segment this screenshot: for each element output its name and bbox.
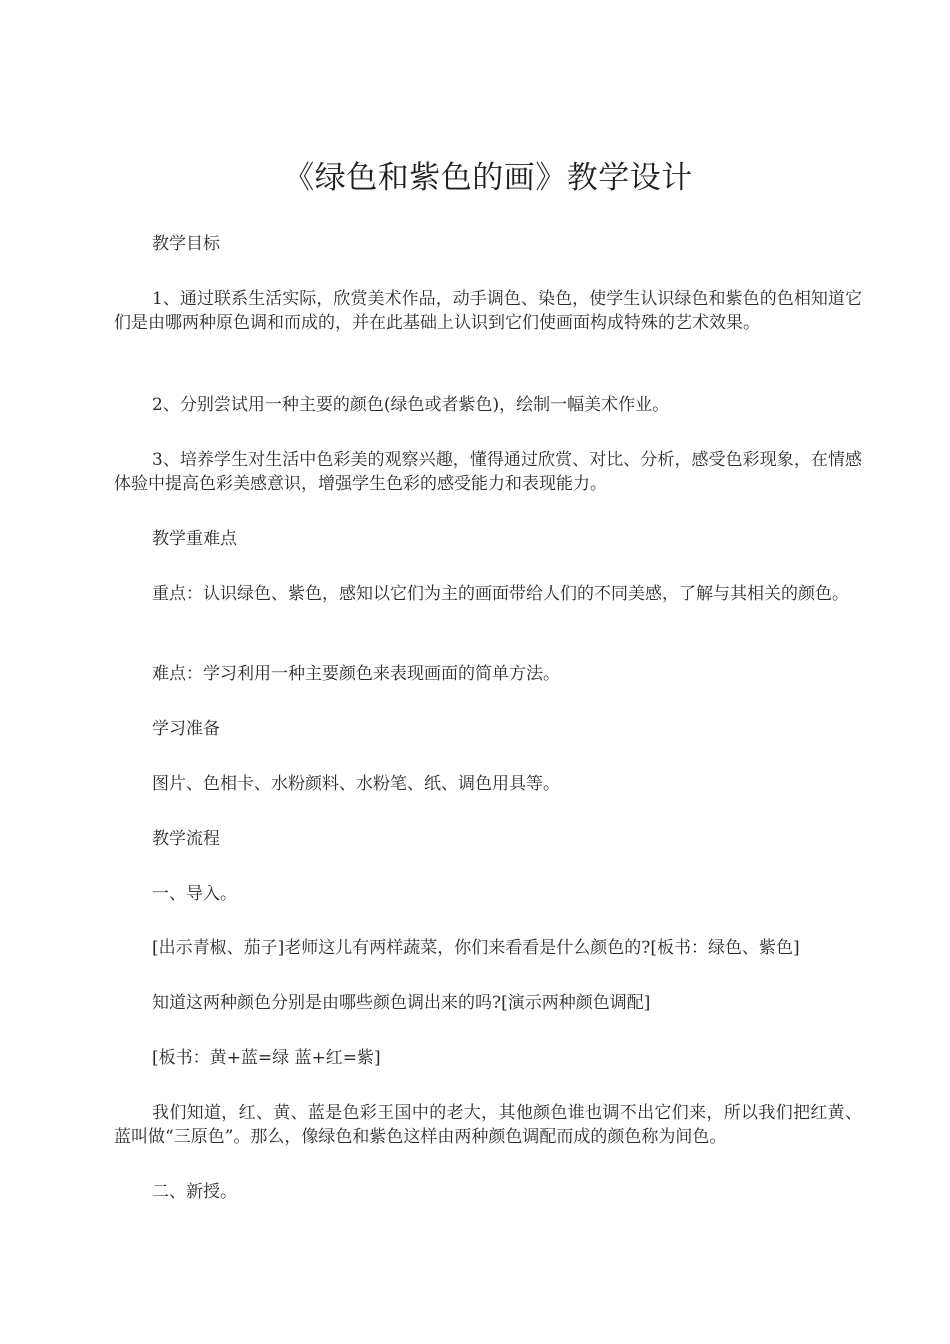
difficult-point: 难点：学习利用一种主要颜色来表现画面的简单方法。 <box>152 664 560 684</box>
goal-2: 2、分别尝试用一种主要的颜色(绿色或者紫色)，绘制一幅美术作业。 <box>152 395 670 415</box>
preparation-materials: 图片、色相卡、水粉颜料、水粉笔、纸、调色用具等。 <box>152 774 560 794</box>
intro-vegetables: [出示青椒、茄子]老师这儿有两样蔬菜，你们来看看是什么颜色的?[板书：绿色、紫色] <box>152 938 800 958</box>
heading-preparation: 学习准备 <box>152 719 220 739</box>
goal-1: 1、通过联系生活实际，欣赏美术作品，动手调色、染色，使学生认识绿色和紫色的色相知道它们是由哪两种原色调和而成的，并在此基础上认识到它们使画面构成特殊的艺术效果。 <box>114 289 862 333</box>
document-title: 《绿色和紫色的画》教学设计 <box>283 160 693 196</box>
board-formula: [板书：黄+蓝=绿 蓝+红=紫] <box>152 1048 381 1068</box>
intro-color-mixing: 知道这两种颜色分别是由哪些颜色调出来的吗?[演示两种颜色调配] <box>152 993 651 1013</box>
section-introduction: 一、导入。 <box>152 884 237 904</box>
section-new-lesson: 二、新授。 <box>152 1182 237 1202</box>
key-point: 重点：认识绿色、紫色，感知以它们为主的画面带给人们的不同美感，了解与其相关的颜色。 <box>152 584 849 604</box>
goal-3: 3、培养学生对生活中色彩美的观察兴趣，懂得通过欣赏、对比、分析，感受色彩现象，在情感体验中提高色彩美感意识，增强学生色彩的感受能力和表现能力。 <box>114 450 862 494</box>
primary-colors-explanation: 我们知道，红、黄、蓝是色彩王国中的老大，其他颜色谁也调不出它们来，所以我们把红黄、蓝叫做“三原色”。那么，像绿色和紫色这样由两种颜色调配而成的颜色称为间色。 <box>114 1103 862 1147</box>
heading-teaching-process: 教学流程 <box>152 829 220 849</box>
heading-key-difficulties: 教学重难点 <box>152 529 237 549</box>
heading-teaching-goals: 教学目标 <box>152 234 220 254</box>
